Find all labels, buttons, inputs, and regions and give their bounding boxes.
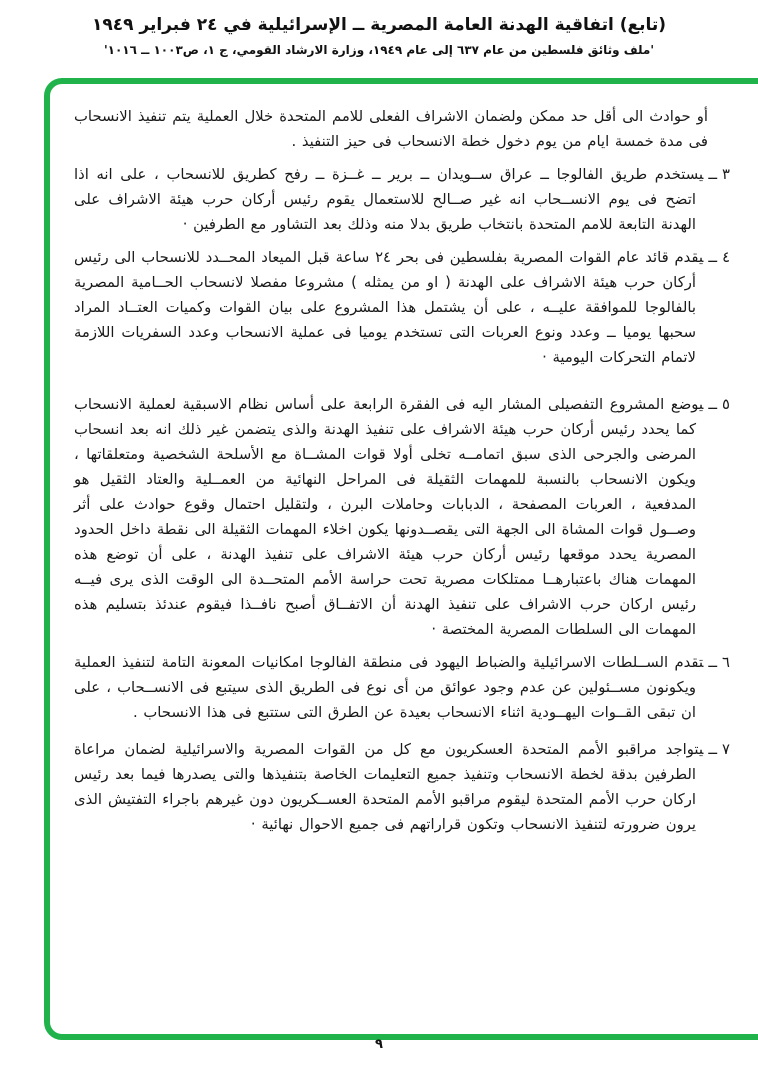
item-number: ٧ — [722, 741, 730, 758]
document-border-box — [44, 78, 758, 1040]
item-text: يستخدم طريق الفالوجا ــ عراق ســويدان ــ برير ــ غــزة ــ رفح كطريق للانسحاب ، على انه اذا اتضح فى يوم الانســحاب انه غير صــالح للاستعمال يقوم رئيس أركان حرب هيئة الاشراف على الهدنة التابعة للامم المتحدة بانتخاب طريق بدلا منه وذلك بعد التشاور مع الطرفين · — [74, 166, 704, 233]
item-text: يتواجد مراقبو الأمم المتحدة العسكريون مع كل من القوات المصرية والاسرائيلية لضمان مراعاة الطرفين بدقة لخطة الانسحاب وتنفيذ جميع التعليمات الخاصة بتنفيذها والتى يصدرها فيما بعد رئيس اركان حرب الأمم المتحدة ليقوم مراقبو الأمم المتحدة العســكريون دون غيرهم باجراء التفتيش الذى يرون ضرورته لتنفيذ الانسحاب وتكون قراراتهم فى جميع الاحوال نهائية · — [74, 741, 704, 833]
page-number: ٩ — [375, 1037, 383, 1052]
armistice-item-3 — [74, 162, 730, 237]
armistice-item-4 — [74, 245, 730, 370]
item-dash: ــ — [708, 396, 718, 413]
continuation-paragraph: أو حوادث الى أقل حد ممكن ولضمان الاشراف الفعلى للامم المتحدة خلال العملية يتم تنفيذ الانسحاب فى مدة خمسة ايام من يوم دخول خطة الانسحاب فى حيز التنفيذ . — [74, 108, 708, 150]
armistice-item-6 — [74, 650, 730, 725]
item-number: ٣ — [722, 166, 730, 183]
page-header — [0, 12, 758, 60]
item-text: تقدم الســلطات الاسرائيلية والضباط اليهود فى منطقة الفالوجا امكانيات المعونة التامة لتنفيذ العملية ويكونون مســئولين عن عدم وجود عوائق من أى نوع فى الطريق الذى سيتبع فى الانســحاب ، على ان تبقى القــوات اليهــودية اثناء الانسحاب بعيدة عن الطرق التى ستتبع فى هذا الانسحاب . — [74, 654, 704, 721]
armistice-item-7 — [74, 737, 730, 837]
item-number: ٥ — [722, 396, 730, 413]
item-dash: ــ — [708, 249, 718, 266]
page-title: (تابع) اتفاقية الهدنة العامة المصرية ــ الإسرائيلية في ٢٤ فبراير ١٩٤٩ — [91, 15, 667, 35]
item-number: ٤ — [722, 249, 731, 266]
item-dash: ــ — [708, 166, 718, 183]
source-note: 'ملف وثائق فلسطين من عام ٦٣٧ إلى عام ١٩٤٩، وزارة الارشاد القومي، ج ١، ص١٠٠٣ ــ ١٠١٦' — [103, 43, 655, 57]
item-text: يوضع المشروع التفصيلى المشار اليه فى الفقرة الرابعة على أساس نظام الاسبقية لعملية الانسحاب كما يحدد رئيس أركان حرب هيئة الاشراف على تنفيذ الهدنة والذى يتضمن غير ذلك انه بعد انسحاب المرضى والجرحى الذى سبق اتمامــه تخلى أولا قوات المشــاة مع الأسلحة الشخصية ومتعلقاتها ، ويكون الانسحاب بالنسبة للمهمات الثقيلة فى المراحل النهائية من العمــلية والعتاد الثقيل هو المدفعية ، العربات المصفحة ، الدبابات وحاملات البرن ، ولتقليل احتمال وقوع حوادث على أثر وصــول قوات المشاة الى الجهة التى يقصــدونها يكون اخلاء المهمات الثقيلة الى نقطة داخل الحدود المصرية يحدد موقعها رئيس أركان حرب هيئة الاشراف على تنفيذ الهدنة ، على أن توضع هذه المهمات هناك باعتبارهــا ممتلكات مصرية تحت حراسة الأمم المتحــدة الى الوقت الذى يرى فيــه رئيس اركان حرب الاشراف على تنفيذ الهدنة أن الاتفــاق أصبح نافــذا فيقوم عندئذ بتسليم هذه المهمات الى السلطات المصرية المختصة · — [74, 396, 704, 638]
armistice-item-5 — [74, 392, 730, 642]
item-number: ٦ — [722, 654, 730, 671]
item-dash: ــ — [708, 654, 718, 671]
item-text: يقدم قائد عام القوات المصرية بفلسطين فى بحر ٢٤ ساعة قبل الميعاد المحــدد للانسحاب الى رئيس أركان حرب هيئة الاشراف على الهدنة ( او من يمثله ) مشروعا مفصلا لانسحاب الحــامية المصرية بالفالوجا للموافقة عليــه ، على أن يشتمل هذا المشروع على بيان القوات وكميات العتــاد المراد سحبها يوميا ــ وعدد ونوع العربات التى تستخدم يوميا فى عملية الانسحاب وعدد السفريات اللازمة لاتمام التحركات اليومية · — [74, 249, 704, 366]
item-dash: ــ — [708, 741, 718, 758]
